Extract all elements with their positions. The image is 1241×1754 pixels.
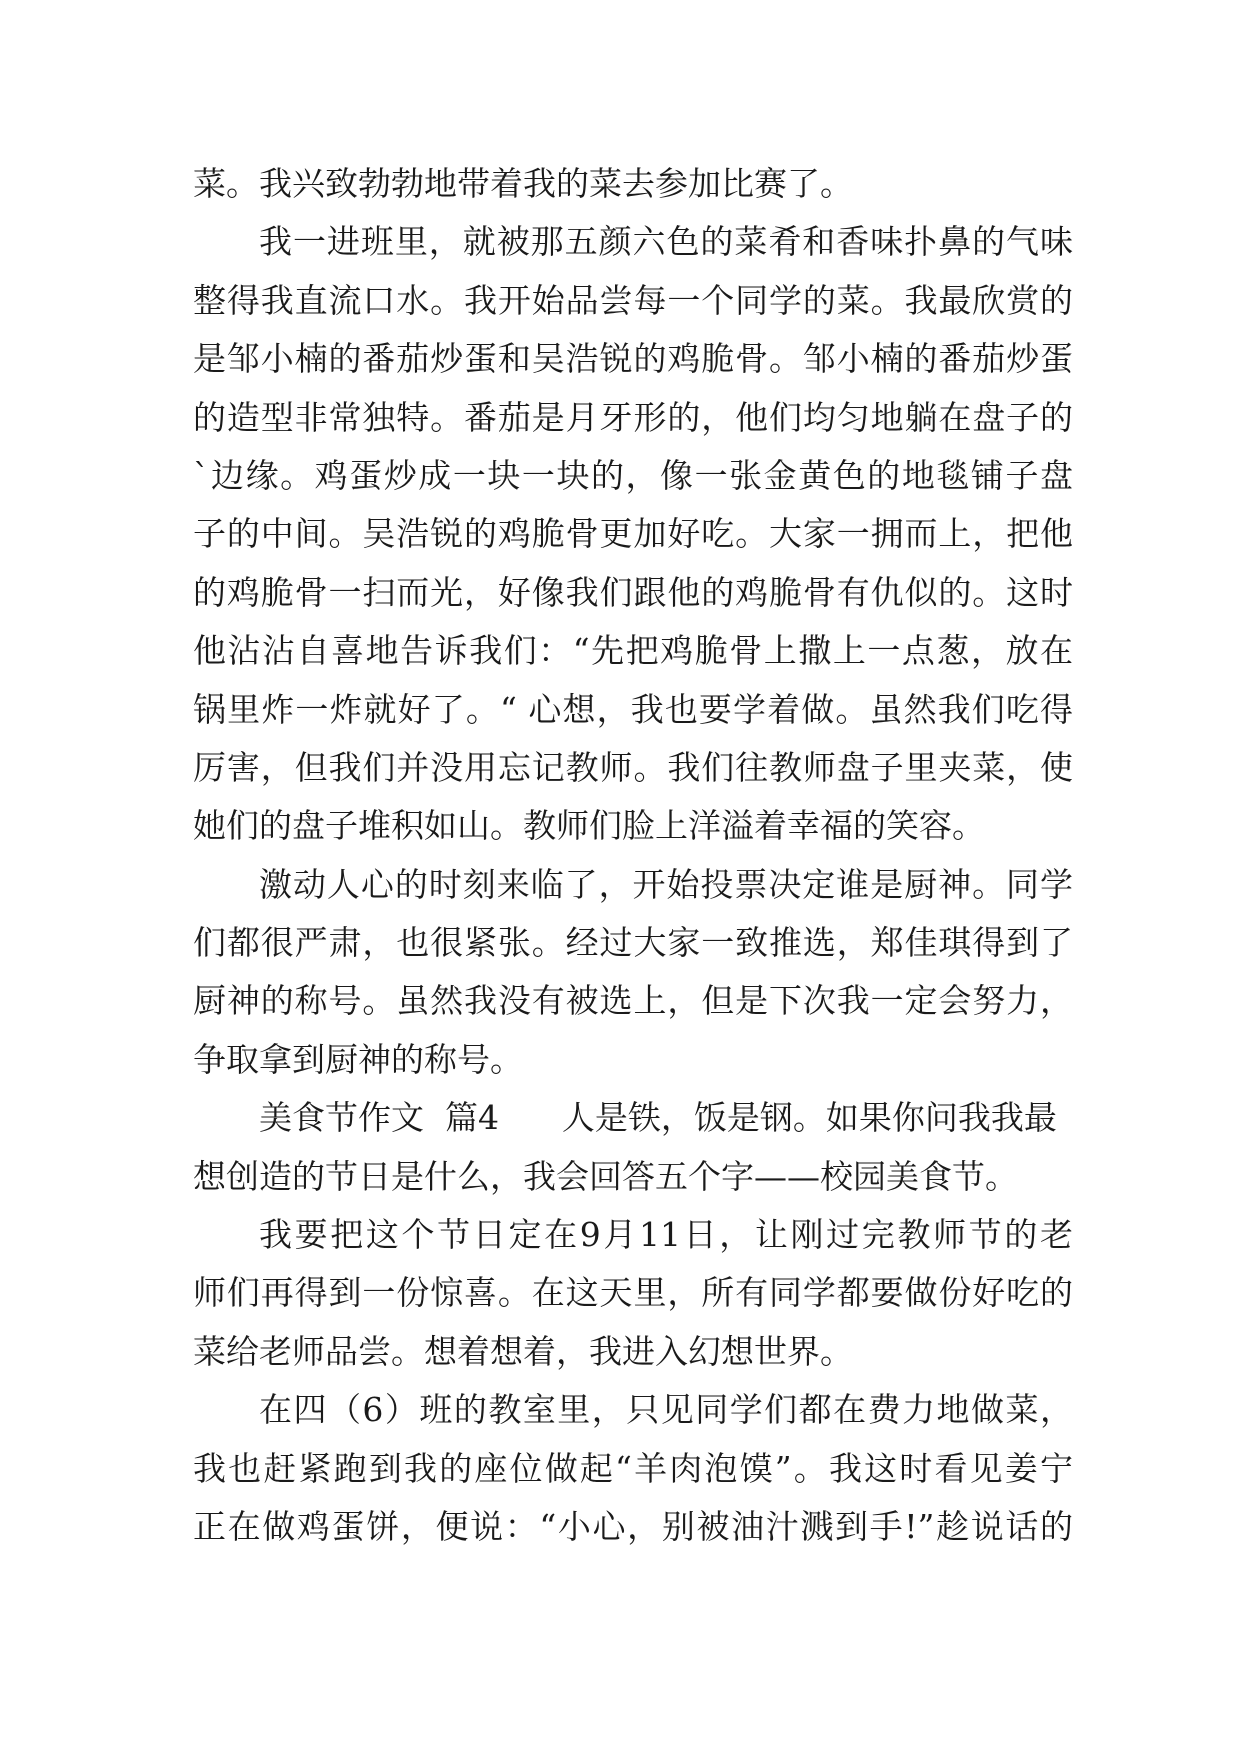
text-line: 她们的盘子堆积如山。教师们脸上洋溢着幸福的笑容。 <box>193 806 985 846</box>
text-line: 我要把这个节日定在9月11日，让刚过完教师节的老 <box>259 1215 1073 1255</box>
text-line: 正在做鸡蛋饼，便说：“小心，别被油汁溅到手!”趁说话的 <box>193 1506 1073 1546</box>
text-line: 们都很严肃，也很紧张。经过大家一致推选，郑佳琪得到了 <box>193 923 1073 963</box>
text-line: `边缘。鸡蛋炒成一块一块的，像一张金黄色的地毯铺子盘 <box>193 455 1073 495</box>
text-line: 我一进班里，就被那五颜六色的菜肴和香味扑鼻的气味 <box>259 222 1073 262</box>
text-line: 子的中间。吴浩锐的鸡脆骨更加好吃。大家一拥而上，把他 <box>193 514 1073 554</box>
text-line: 他沾沾自喜地告诉我们：“先把鸡脆骨上撒上一点葱，放在 <box>193 631 1073 671</box>
text-line: 在四（6）班的教室里，只见同学们都在费力地做菜， <box>259 1390 1073 1430</box>
text-line: 锅里炸一炸就好了。“ 心想，我也要学着做。虽然我们吃得 <box>193 689 1073 729</box>
section-heading-line: 美食节作文 篇4 人是铁，饭是钢。如果你问我我最 <box>259 1098 1057 1138</box>
text-line: 师们再得到一份惊喜。在这天里，所有同学都要做份好吃的 <box>193 1273 1073 1313</box>
essay-body <box>193 155 1073 1556</box>
text-line: 想创造的节日是什么，我会回答五个字——校园美食节。 <box>193 1156 1018 1196</box>
text-line: 的造型非常独特。番茄是月牙形的，他们均匀地躺在盘子的 <box>193 397 1073 437</box>
text-line: 是邹小楠的番茄炒蛋和吴浩锐的鸡脆骨。邹小楠的番茄炒蛋 <box>193 339 1073 379</box>
text-line: 厉害，但我们并没用忘记教师。我们往教师盘子里夹菜，使 <box>193 747 1073 787</box>
text-line: 争取拿到厨神的称号。 <box>193 1039 523 1079</box>
text-line: 我也赶紧跑到我的座位做起“羊肉泡馍”。我这时看见姜宁 <box>193 1448 1073 1488</box>
text-line: 整得我直流口水。我开始品尝每一个同学的菜。我最欣赏的 <box>193 280 1073 320</box>
text-line: 厨神的称号。虽然我没有被选上，但是下次我一定会努力， <box>193 981 1073 1021</box>
text-line: 的鸡脆骨一扫而光，好像我们跟他的鸡脆骨有仇似的。这时 <box>193 572 1073 612</box>
text-line: 菜。我兴致勃勃地带着我的菜去参加比赛了。 <box>193 164 853 203</box>
text-line: 菜给老师品尝。想着想着，我进入幻想世界。 <box>193 1331 853 1371</box>
text-line: 激动人心的时刻来临了，开始投票决定谁是厨神。同学 <box>259 864 1073 904</box>
